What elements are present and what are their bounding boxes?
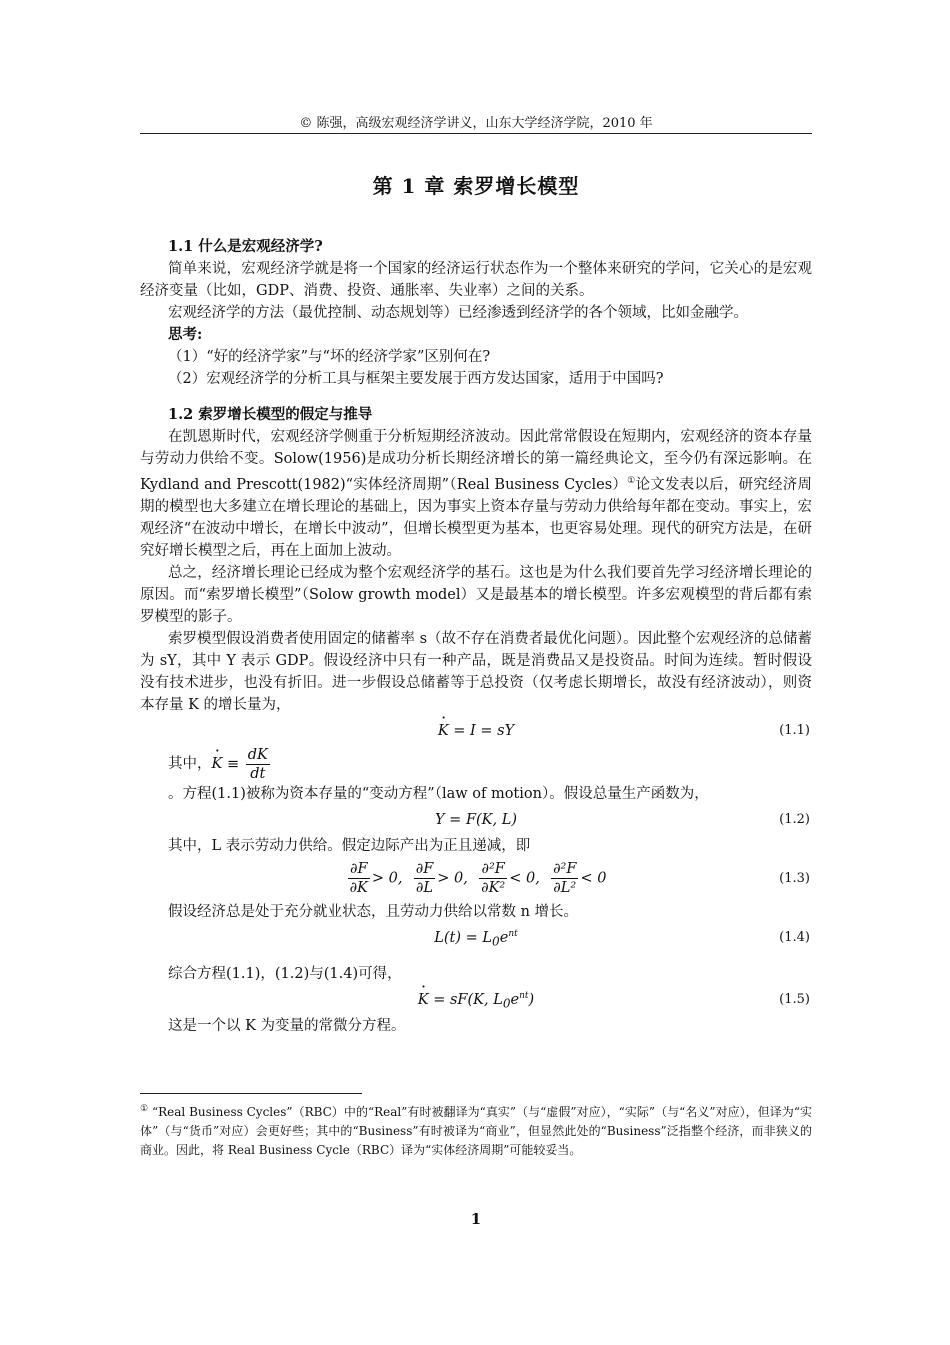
paragraph: 假设经济总是处于充分就业状态，且劳动力供给以常数 n 增长。 <box>168 903 579 920</box>
note-text: 。方程(1.1)被称为资本存量的“变动方程”（law of motion）。假设总量生产函数为， <box>168 785 709 802</box>
equation-number: (1.5) <box>779 991 810 1007</box>
think-label: 思考: <box>168 326 203 343</box>
paragraph: 宏观经济学的方法（最优控制、动态规划等）已经渗透到经济学的各个领域，比如金融学。 <box>168 305 748 321</box>
paragraph: 简单来说，宏观经济学就是将一个国家的经济运行状态作为一个整体来研究的学问，它关心的是宏观经济变量（比如，GDP、消费、投资、通胀率、失业率）之间的关系。 <box>140 261 812 299</box>
paragraph: 总之，经济增长理论已经成为整个宏观经济学的基石。这也是为什么我们要首先学习经济增长理论的原因。而“索罗增长模型”（Solow growth model）又是最基本的增长模型。许多宏观模型的背后都有索罗模型的影子。 <box>140 564 812 625</box>
equation-1-2: Y = F(K, L) (1.2) <box>140 805 812 835</box>
paragraph: 索罗模型假设消费者使用固定的储蓄率 s（故不存在消费者最优化问题）。因此整个宏观经济的总储蓄为 sY，其中 Y 表示 GDP。假设经济中只有一种产品，既是消费品又是投资品。时间为连续。暂时假设没有技术进步，也没有折旧。进一步假设总储蓄等于总投资（仅考虑长期增长，故没有经济波动），则资本存量 K 的增长量为， <box>140 630 812 713</box>
note-text: 其中， <box>168 756 212 773</box>
question-1: （1）“好的经济学家”与“坏的经济学家”区别何在? <box>168 349 491 365</box>
paragraph: 综合方程(1.1)，(1.2)与(1.4)可得， <box>168 965 402 982</box>
equation-1-1: · K = I = sY (1.1) <box>140 716 812 746</box>
footnote <box>140 1100 812 1160</box>
running-header: © 陈强，高级宏观经济学讲义，山东大学经济学院，2010 年 <box>299 116 653 131</box>
equation-number: (1.3) <box>779 870 810 886</box>
equation-1-4: $L(t) = L_0e^{nt}$ (1.4) <box>140 923 812 953</box>
section-heading-1-1: 1.1 什么是宏观经济学? <box>168 238 323 255</box>
main-body <box>140 236 812 1037</box>
equation-1-3: $\frac{\partial F}{\partial K}$ > 0, $\frac{\partial F}{\partial L}$ > 0, $\frac{\text{∂²F}}{\text{∂K²}}$ < 0, $\frac{\text{∂²F}}{\text{∂L²}}$ < 0 (1.3) <box>349 861 810 897</box>
header-rule <box>140 133 812 134</box>
paragraph: 这是一个以 K 为变量的常微分方程。 <box>168 1017 406 1034</box>
section-heading-1-2: 1.2 索罗增长模型的假定与推导 <box>168 406 373 423</box>
paragraph <box>140 426 812 562</box>
footnote-text: “Real Business Cycles”（RBC）中的“Real”有时被翻译为“真实”（与“虚假”对应），“实际”（与“名义”对应），但译为“实体”（与“货币”对应）会更好些；其中的“Business”有时被译为“商业”，但显然此处的“Business”泛指整个经济，而非狭义的商业。因此，将 Real Business Cycle（RBC）译为“实体经济周期”可能较妥当。 <box>140 1105 812 1157</box>
equation-number: (1.1) <box>779 722 810 738</box>
question-2: （2）宏观经济学的分析工具与框架主要发展于西方发达国家，适用于中国吗? <box>168 371 664 387</box>
equation-1-5: · K = sF(K, $L_0e^{nt}$) (1.5) <box>140 985 812 1015</box>
equation-number: (1.2) <box>779 811 810 827</box>
footnote-marker: ① <box>140 1104 149 1114</box>
paragraph-text: 在凯恩斯时代，宏观经济学侧重于分析短期经济波动。因此常常假设在短期内，宏观经济的资本存量与劳动力供给不变。Solow(1956)是成功分析长期经济增长的第一篇经典论文，至今仍有深远影响。在 Kydland and Prescott(1982)“实体经济周期”（Real Business Cycles） <box>140 429 812 493</box>
paragraph-text: 论文发表以后，研究经济周期的模型也大多建立在增长理论的基础上，因为事实上资本存量与劳动力供给每年都在变动。事实上，宏观经济“在波动中增长，在增长中波动”，但增长模型更为基本，也更容易处理。现代的研究方法是，在研究好增长模型之后，再在上面加上波动。 <box>140 476 812 559</box>
derivative-definition: · K ≡ $\frac{dK}{dt}$ <box>212 746 272 783</box>
equation-number: (1.4) <box>779 929 810 945</box>
footnote-marker: ① <box>627 476 636 486</box>
equation-note <box>140 746 812 805</box>
page-number: 1 <box>470 1210 482 1228</box>
chapter-title: 第 1 章 索罗增长模型 <box>372 174 580 198</box>
footnote-rule <box>140 1093 362 1094</box>
equation-note: 其中，L 表示劳动力供给。假定边际产出为正且递减，即 <box>168 837 531 854</box>
